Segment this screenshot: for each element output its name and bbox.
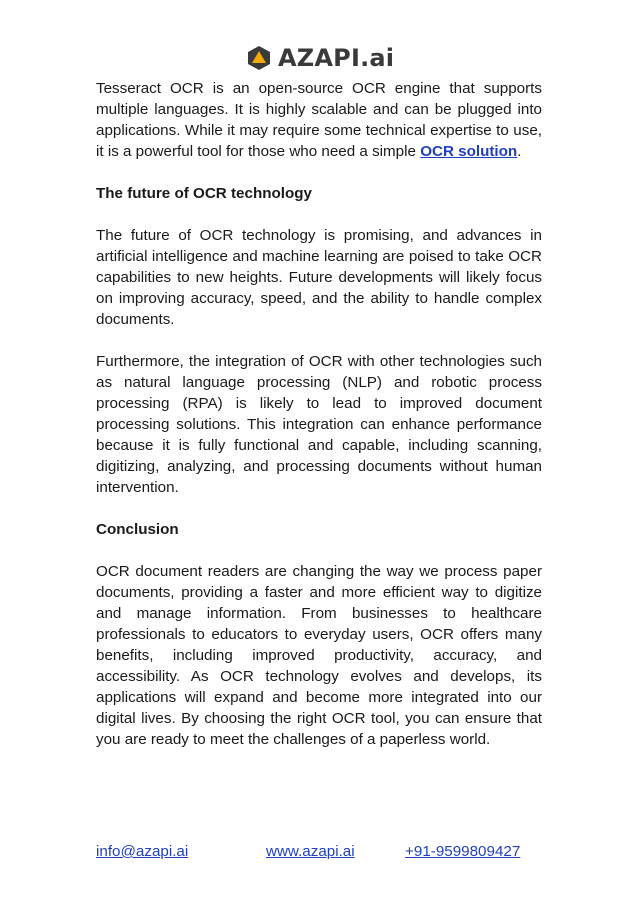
paragraph-tesseract-text: Tesseract OCR is an open-source OCR engine that supports multiple languages. It is highly scalable and can be plugged into applications. While it may require some technical expertise to use, it is a powerful tool for those who need a simple [96,80,542,160]
heading-future-ocr: The future of OCR technology [96,185,312,202]
footer [96,843,542,865]
footer-phone-link[interactable]: +91-9599809427 [405,843,521,860]
logo-text: AZAPI.ai [278,44,395,72]
paragraph-conclusion: OCR document readers are changing the way we process paper documents, providing a faster and more efficient way to digitize and manage information. From businesses to healthcare professionals to educators to everyday users, OCR offers many benefits, including improved productivity, accuracy, and accessibility. As OCR technology evolves and develops, its applications will expand and become more integrated into our digital lives. By choosing the right OCR tool, you can ensure that you are ready to meet the challenges of a paperless world. [96,563,542,748]
azapi-logo [246,44,394,72]
paragraph-tesseract [96,78,542,162]
paragraph-future: The future of OCR technology is promising, and advances in artificial intelligence and machine learning are poised to take OCR capabilities to new heights. Future developments will likely focus on improving accuracy, speed, and the ability to handle complex documents. [96,227,542,328]
document-body [96,78,542,750]
footer-website-link[interactable]: www.azapi.ai [266,843,355,860]
azapi-logo-icon [246,45,272,71]
heading-conclusion: Conclusion [96,521,179,538]
ocr-solution-link[interactable]: OCR solution [420,143,518,160]
footer-email-link[interactable]: info@azapi.ai [96,843,189,860]
paragraph-tesseract-end: . [517,143,522,160]
paragraph-integration: Furthermore, the integration of OCR with other technologies such as natural language processing (NLP) and robotic process processing (RPA) is likely to lead to improved document processing solutions. This integration can enhance performance because it is fully functional and capable, including scanning, digitizing, analyzing, and processing documents without human intervention. [96,353,542,496]
